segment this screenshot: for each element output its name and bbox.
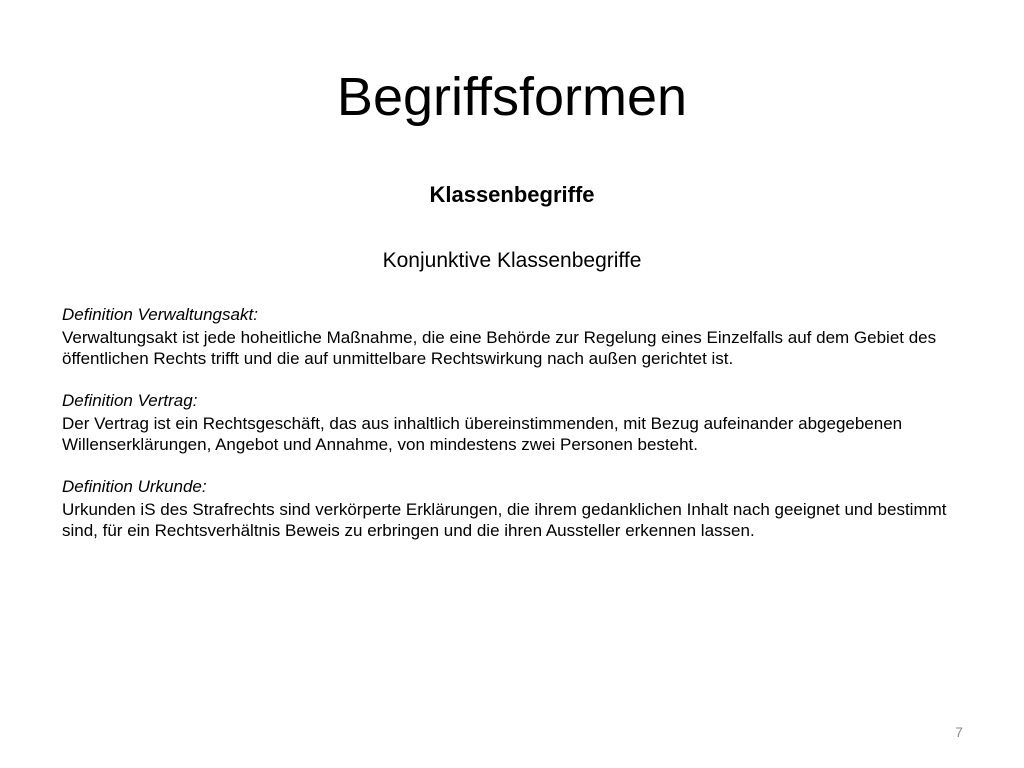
definition-vertrag <box>62 389 962 455</box>
definitions-list <box>62 303 962 561</box>
definition-urkunde <box>62 475 962 541</box>
page-number: 7 <box>955 724 963 740</box>
subsection-heading: Konjunktive Klassenbegriffe <box>382 249 642 272</box>
definition-text: Urkunden iS des Strafrechts sind verkörperte Erklärungen, die ihrem gedanklichen Inhalt nach geeignet und bestimmt sind, für ein Rechtsverhältnis Beweis zu erbringen und die ihren Aussteller erkennen lassen. <box>62 500 947 540</box>
slide-title: Begriffsformen <box>336 67 688 127</box>
definition-verwaltungsakt <box>62 303 962 369</box>
definition-label: Definition Urkunde: <box>62 477 207 496</box>
definition-label: Definition Vertrag: <box>62 391 198 410</box>
definition-text: Verwaltungsakt ist jede hoheitliche Maßnahme, die eine Behörde zur Regelung eines Einzelfalls auf dem Gebiet des öffentlichen Rechts trifft und die auf unmittelbare Rechtswirkung nach außen gerichtet ist. <box>62 328 937 368</box>
section-heading: Klassenbegriffe <box>429 182 595 207</box>
definition-label: Definition Verwaltungsakt: <box>62 305 258 324</box>
definition-text: Der Vertrag ist ein Rechtsgeschäft, das aus inhaltlich übereinstimmenden, mit Bezug aufeinander abgegebenen Willenserklärungen, Angebot und Annahme, von mindestens zwei Personen besteht. <box>62 414 903 454</box>
